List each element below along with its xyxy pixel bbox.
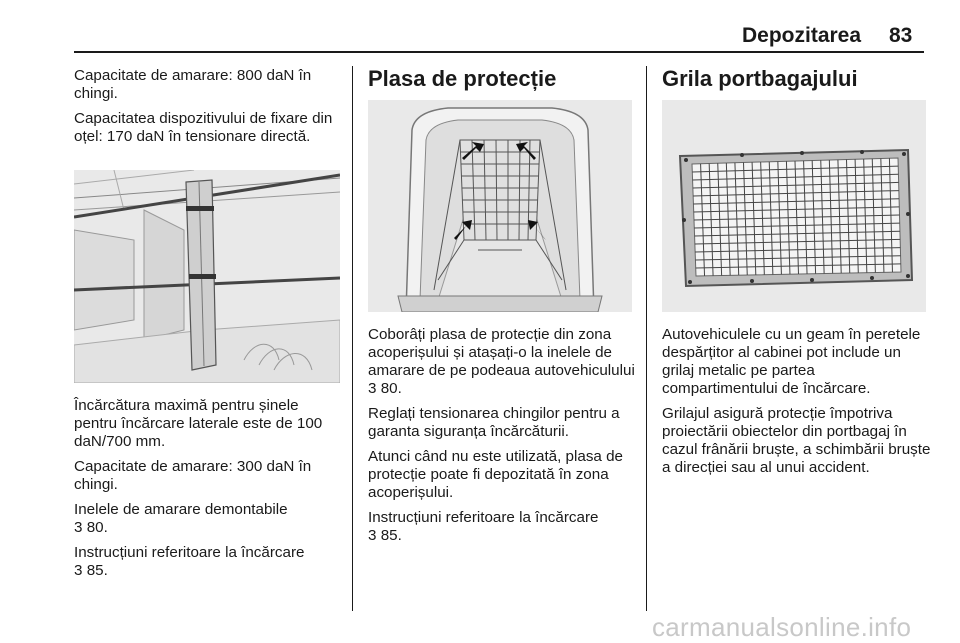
paragraph: Capacitatea dispozitivului de fixare din oțel: 170 daN în tensionare directă. — [74, 110, 333, 145]
page-reference-link[interactable]: 85. — [86, 562, 108, 579]
paragraph: Autovehiculele cu un geam în peretele despărțitor al cabinei pot include un grilaj metalic pe partea compartimentului de încărcare. — [662, 326, 921, 397]
paragraph: Grilajul asigură protecție împotriva proiectării obiectelor din portbagaj în cazul frânării bruște, a schimbării bruște a direcției sau al unui accident. — [662, 405, 931, 476]
page-reference-icon: 3 — [74, 519, 83, 536]
column-divider-1 — [352, 66, 353, 611]
column-divider-2 — [646, 66, 647, 611]
van-side-load-rails-illustration — [74, 170, 340, 383]
paragraph-text: Inelele de amarare demontabile — [74, 501, 288, 518]
section-heading-grila: Grila portbagajului — [662, 66, 858, 91]
paragraph-text: Coborâți plasa de protecție din zona acoperișului și atașați-o la inelele de amarare de pe podeaua autovehiculului — [368, 326, 635, 379]
column-1-top-text — [74, 67, 342, 153]
van-interior-drawing — [74, 170, 340, 383]
section-heading-plasa: Plasa de protecție — [368, 66, 557, 91]
paragraph: Atunci când nu este utilizată, plasa de protecție poate fi depozitată în zona acoperișului. — [368, 448, 623, 501]
page-reference-link[interactable]: 85. — [380, 527, 402, 544]
page-reference-icon: 3 — [368, 527, 377, 544]
paragraph — [74, 501, 342, 537]
protection-net-illustration — [368, 100, 632, 312]
cargo-net-drawing — [368, 100, 632, 312]
page-reference-link[interactable]: 80. — [380, 380, 402, 397]
paragraph: Încărcătura maximă pentru șinele pentru încărcare laterale este de 100 daN/700 mm. — [74, 397, 323, 450]
paragraph: Reglați tensionarea chingilor pentru a garanta siguranța încărcăturii. — [368, 405, 620, 440]
header-rule — [74, 51, 924, 53]
paragraph-text: Instrucțiuni referitoare la încărcare — [368, 509, 599, 526]
running-header-title: Depozitarea — [742, 24, 862, 47]
paragraph — [368, 326, 636, 398]
page-reference-icon: 3 — [368, 380, 377, 397]
paragraph: Capacitate de amarare: 300 daN în chingi. — [74, 458, 312, 493]
paragraph-text: Instrucțiuni referitoare la încărcare — [74, 544, 305, 561]
page-reference-link[interactable]: 80. — [86, 519, 108, 536]
paragraph: Capacitate de amarare: 800 daN în chingi. — [74, 67, 312, 102]
paragraph — [368, 509, 636, 545]
column-2-text — [368, 326, 636, 552]
footer-watermark: carmanualsonline.info — [652, 612, 912, 642]
cargo-grille-illustration — [662, 100, 926, 312]
page-number: 83 — [889, 24, 913, 47]
column-3-text — [662, 326, 932, 484]
paragraph — [74, 544, 342, 580]
metal-grille-drawing — [662, 100, 926, 312]
page-reference-icon: 3 — [74, 562, 83, 579]
column-1-bottom-text — [74, 397, 342, 587]
